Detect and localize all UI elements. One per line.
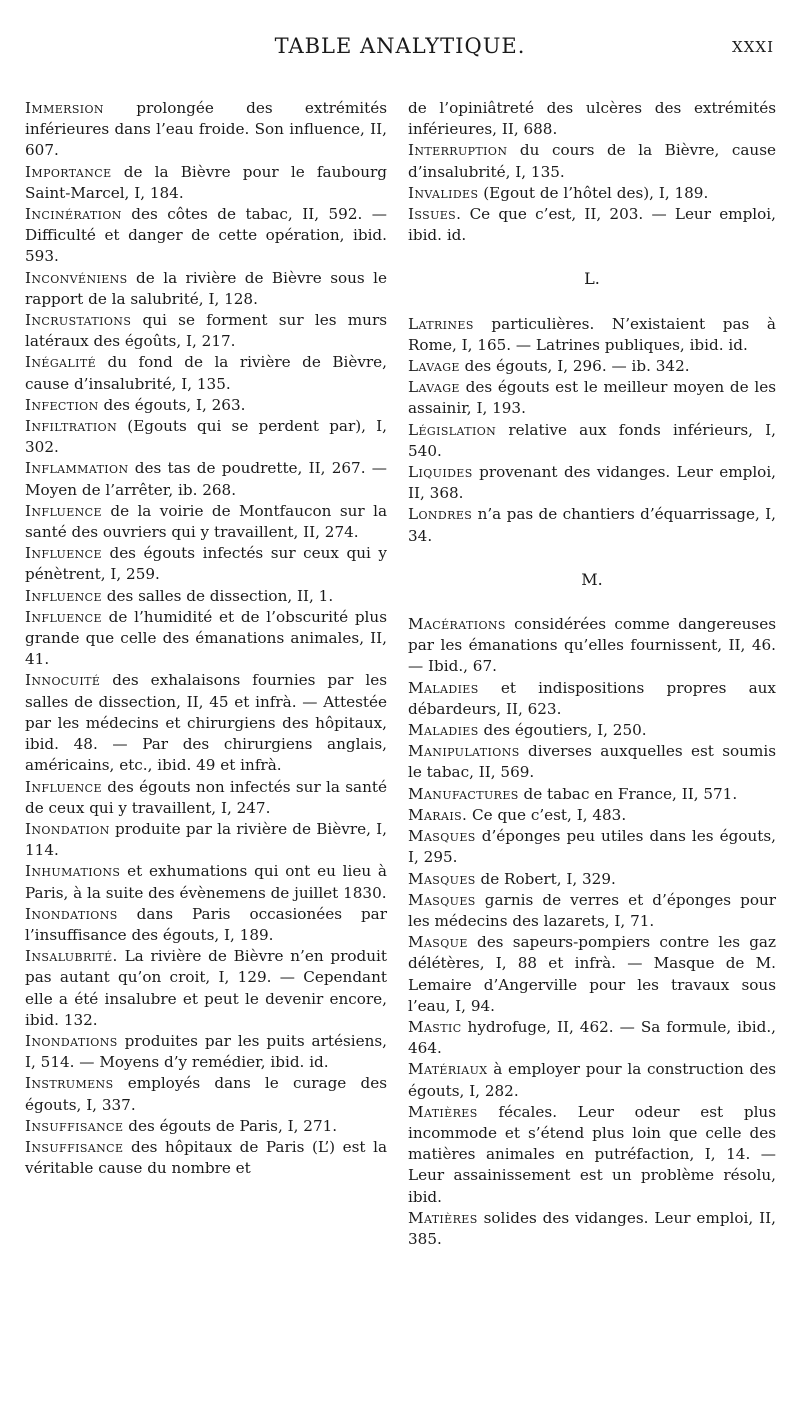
entry-text: de la rivière de Bièvre sous le rapport de la salubrité, I, 128. [25,268,387,308]
entry-text: prolongée des extrémités inférieures dans l’eau froide. Son influence, II, 607. [25,99,387,160]
index-entry [408,183,776,204]
running-head [0,34,800,64]
entry-keyword: Lavage [408,378,460,397]
section-m-entries [408,614,776,1250]
entry-text: des égouts, I, 296. — ib. 342. [459,357,690,376]
entry-text: diverses auxquelles est soumis le tabac, II, 569. [408,742,776,782]
entry-text: employés dans le curage des égouts, I, 337. [25,1074,387,1114]
entry-keyword: Mastic [408,1017,462,1036]
entry-keyword: Masques [408,890,476,909]
entry-text: de la Bièvre pour le faubourg Saint-Marcel, I, 184. [25,162,387,202]
entry-text: des exhalaisons fournies par les salles de dissection, II, 45 et infrà. — Attestée par les médecins et chirurgiens des hôpitaux, ibid. 48. — Par des chirurgiens anglais, américains, etc., ibid. 49 et infrà. [25,671,387,775]
entry-text: (Egout de l’hôtel des), I, 189. [478,183,709,202]
entry-text: des salles de dissection, II, 1. [101,586,334,605]
index-entry [408,932,776,1017]
entry-text: produite par la rivière de Bièvre, I, 114. [25,819,387,860]
index-entry [408,98,776,140]
entry-keyword: Instrumens [25,1074,114,1093]
index-entry [408,356,776,377]
entry-text: considérées comme dangereuses par les émanations qu’elles fournissent, II, 46. — Ibid., 67. [408,615,776,676]
entry-keyword: Inégalité [25,353,97,372]
section-letter-l: L. [584,269,600,289]
index-entry [408,890,776,932]
entry-text: La rivière de Bièvre n’en produit pas autant qu’on croit, I, 129. — Cependant elle a été insalubre et peut le devenir encore, ibid. 132. [25,947,387,1029]
index-entry [25,416,387,458]
entry-text: (Egouts qui se perdent par), I, 302. [25,417,387,457]
entry-text: fécales. Leur odeur est plus incommode et s’étend plus loin que celle des matières animales en putréfaction, I, 14. — Leur assainissement est un problème résolu, ibid. [408,1102,776,1206]
index-entry [408,204,776,246]
entry-text: des sapeurs-pompiers contre les gaz délétères, I, 88 et infrà. — Masque de M. Lemaire d’Angerville pour les travaux sous l’eau, I, 94. [408,933,776,1015]
index-entry [408,377,776,419]
entry-text: de l’humidité et de l’obscurité plus grande que celle des émanations animales, II, 41. [25,607,387,669]
entry-text: qui se forment sur les murs latéraux des égoûts, I, 217. [25,311,387,351]
entry-text: dans Paris occasionées par l’insuffisance des égouts, I, 189. [25,904,387,944]
index-entry [25,395,387,416]
entry-text: Ce que c’est, II, 203. — Leur emploi, ibid. id. [408,205,776,245]
entry-text: de la voirie de Montfaucon sur la santé des ouvriers qui y travaillent, II, 274. [25,501,387,542]
entry-keyword: Londres [408,505,473,524]
entry-keyword: Issues. [408,205,462,224]
entry-keyword: Interruption [408,141,508,160]
entry-keyword: Insuffisance [25,1116,124,1135]
index-entry [25,670,387,776]
index-entry [408,826,776,868]
entry-text: des tas de poudrette, II, 267. — Moyen de l’arrêter, ib. 268. [25,459,387,499]
entry-keyword: Latrines [408,314,474,333]
entry-keyword: Lavage [408,357,460,376]
entry-keyword: Infiltration [25,417,118,436]
right-column [408,98,776,1250]
entry-text: des égouts non infectés sur la santé de ceux qui y travaillent, I, 247. [25,777,387,817]
entry-keyword: Maladies [408,678,479,697]
index-entry [25,352,387,394]
entry-text: des égouts de Paris, I, 271. [123,1116,338,1135]
entry-text: à employer pour la construction des égouts, I, 282. [408,1060,776,1100]
index-entry [25,819,387,861]
section-l-entries [408,314,776,547]
entry-keyword: Matières [408,1208,478,1227]
entry-keyword: Liquides [408,463,473,482]
index-entry [25,1137,387,1179]
page-number: XXXI [732,38,774,56]
index-entry [25,268,387,310]
entry-keyword: Immersion [25,99,104,117]
entry-keyword: Inondations [25,1031,118,1050]
section-letter-m: M. [581,569,603,589]
index-entry [408,678,776,720]
index-entry [25,458,387,500]
entry-keyword: Masque [408,933,468,952]
index-entry [25,607,387,671]
index-entry [408,805,776,826]
entry-text: de tabac en France, II, 571. [518,784,738,803]
entry-keyword: Marais. [408,805,468,824]
index-entry [408,462,776,504]
index-entry [25,1073,387,1115]
entry-text: et indispositions propres aux débardeurs, II, 623. [408,678,776,718]
entry-text: relative aux fonds inférieurs, I, 540. [408,420,776,460]
entry-text: et exhumations qui ont eu lieu à Paris, à la suite des évènemens de juillet 1830. [25,862,387,902]
page-title: TABLE ANALYTIQUE. [274,34,526,58]
entry-keyword: Influence [25,777,102,796]
entry-keyword: Influence [25,586,102,605]
entry-keyword: Innocuité [25,671,101,690]
entry-keyword: Inondation [25,819,110,838]
entry-text: des hôpitaux de Paris (L’) est la véritable cause du nombre et [25,1137,387,1178]
entry-keyword: Influence [25,501,102,520]
index-entry [25,162,387,204]
entry-keyword: Infection [25,395,99,414]
entry-text: des égoutiers, I, 250. [478,721,647,740]
entry-keyword: Influence [25,544,102,563]
index-entry [408,720,776,741]
index-entry [25,1116,387,1137]
entry-keyword: Masques [408,827,476,846]
entry-keyword: Incrustations [25,311,132,330]
entry-keyword: Incinération [25,205,122,224]
entry-text: des égouts, I, 263. [98,395,246,414]
index-entry [408,420,776,462]
entry-text: du fond de la rivière de Bièvre, cause d’insalubrité, I, 135. [25,353,387,393]
entry-text: d’éponges peu utiles dans les égouts, I, 295. [408,827,776,867]
entry-keyword: Macérations [408,615,506,634]
index-entry [408,869,776,890]
right-column-continuation [408,98,776,246]
entry-keyword: Inflammation [25,459,129,478]
index-entry [25,946,387,1031]
entry-keyword: Matériaux [408,1060,488,1079]
index-entry [408,1017,776,1059]
entry-keyword: Législation [408,420,497,439]
entry-keyword: Manufactures [408,784,519,803]
index-entry [408,1102,776,1208]
entry-keyword: Inconvéniens [25,268,128,287]
entry-keyword: Matières [408,1102,478,1121]
left-column [25,98,387,1179]
entry-text: du cours de la Bièvre, cause d’insalubrité, I, 135. [408,141,776,181]
index-entry [25,204,387,268]
entry-keyword: Insalubrité. [25,947,118,966]
index-entry [25,501,387,543]
index-entry [408,614,776,678]
entry-keyword: Importance [25,162,112,181]
entry-text: des égouts est le meilleur moyen de les assainir, I, 193. [408,378,776,418]
entry-text: particulières. N’existaient pas à Rome, I, 165. — Latrines publiques, ibid. id. [408,314,776,354]
entry-keyword: Influence [25,607,102,626]
entry-keyword: Invalides [408,183,479,202]
entry-text: Ce que c’est, I, 483. [467,805,627,824]
entry-keyword: Maladies [408,721,479,740]
index-entry [25,904,387,946]
entry-text: solides des vidanges. Leur emploi, II, 385. [408,1208,776,1248]
entry-text: garnis de verres et d’éponges pour les médecins des lazarets, I, 71. [408,890,776,930]
entry-keyword: Manipulations [408,742,520,761]
index-entry [25,861,387,903]
index-entry [25,1031,387,1073]
index-entry [25,310,387,352]
entry-text: produites par les puits artésiens, I, 514. — Moyens d’y remédier, ibid. id. [25,1031,387,1072]
entry-text: provenant des vidanges. Leur emploi, II, 368. [408,463,776,503]
entry-text: de Robert, I, 329. [475,869,616,888]
index-entry [408,140,776,182]
entry-text: des côtes de tabac, II, 592. — Difficulté et danger de cette opération, ibid. 593. [25,205,387,266]
index-entry [25,98,387,162]
entry-keyword: Masques [408,869,476,888]
entry-text: des égouts infectés sur ceux qui y pénètrent, I, 259. [25,544,387,584]
entry-keyword: Insuffisance [25,1137,124,1156]
index-entry [408,1208,776,1250]
entry-keyword: Inondations [25,904,118,923]
entry-text: n’a pas de chantiers d’équarrissage, I, 34. [408,505,776,545]
index-entry [408,784,776,805]
index-entry [25,586,387,607]
index-entry [408,741,776,783]
entry-text: de l’opiniâtreté des ulcères des extrémités inférieures, II, 688. [408,99,776,139]
index-entry [408,314,776,356]
index-entry [408,504,776,546]
entry-text: hydrofuge, II, 462. — Sa formule, ibid., 464. [408,1017,776,1058]
index-entry [25,777,387,819]
entry-keyword: Inhumations [25,862,121,881]
index-entry [25,543,387,585]
index-entry [408,1059,776,1101]
